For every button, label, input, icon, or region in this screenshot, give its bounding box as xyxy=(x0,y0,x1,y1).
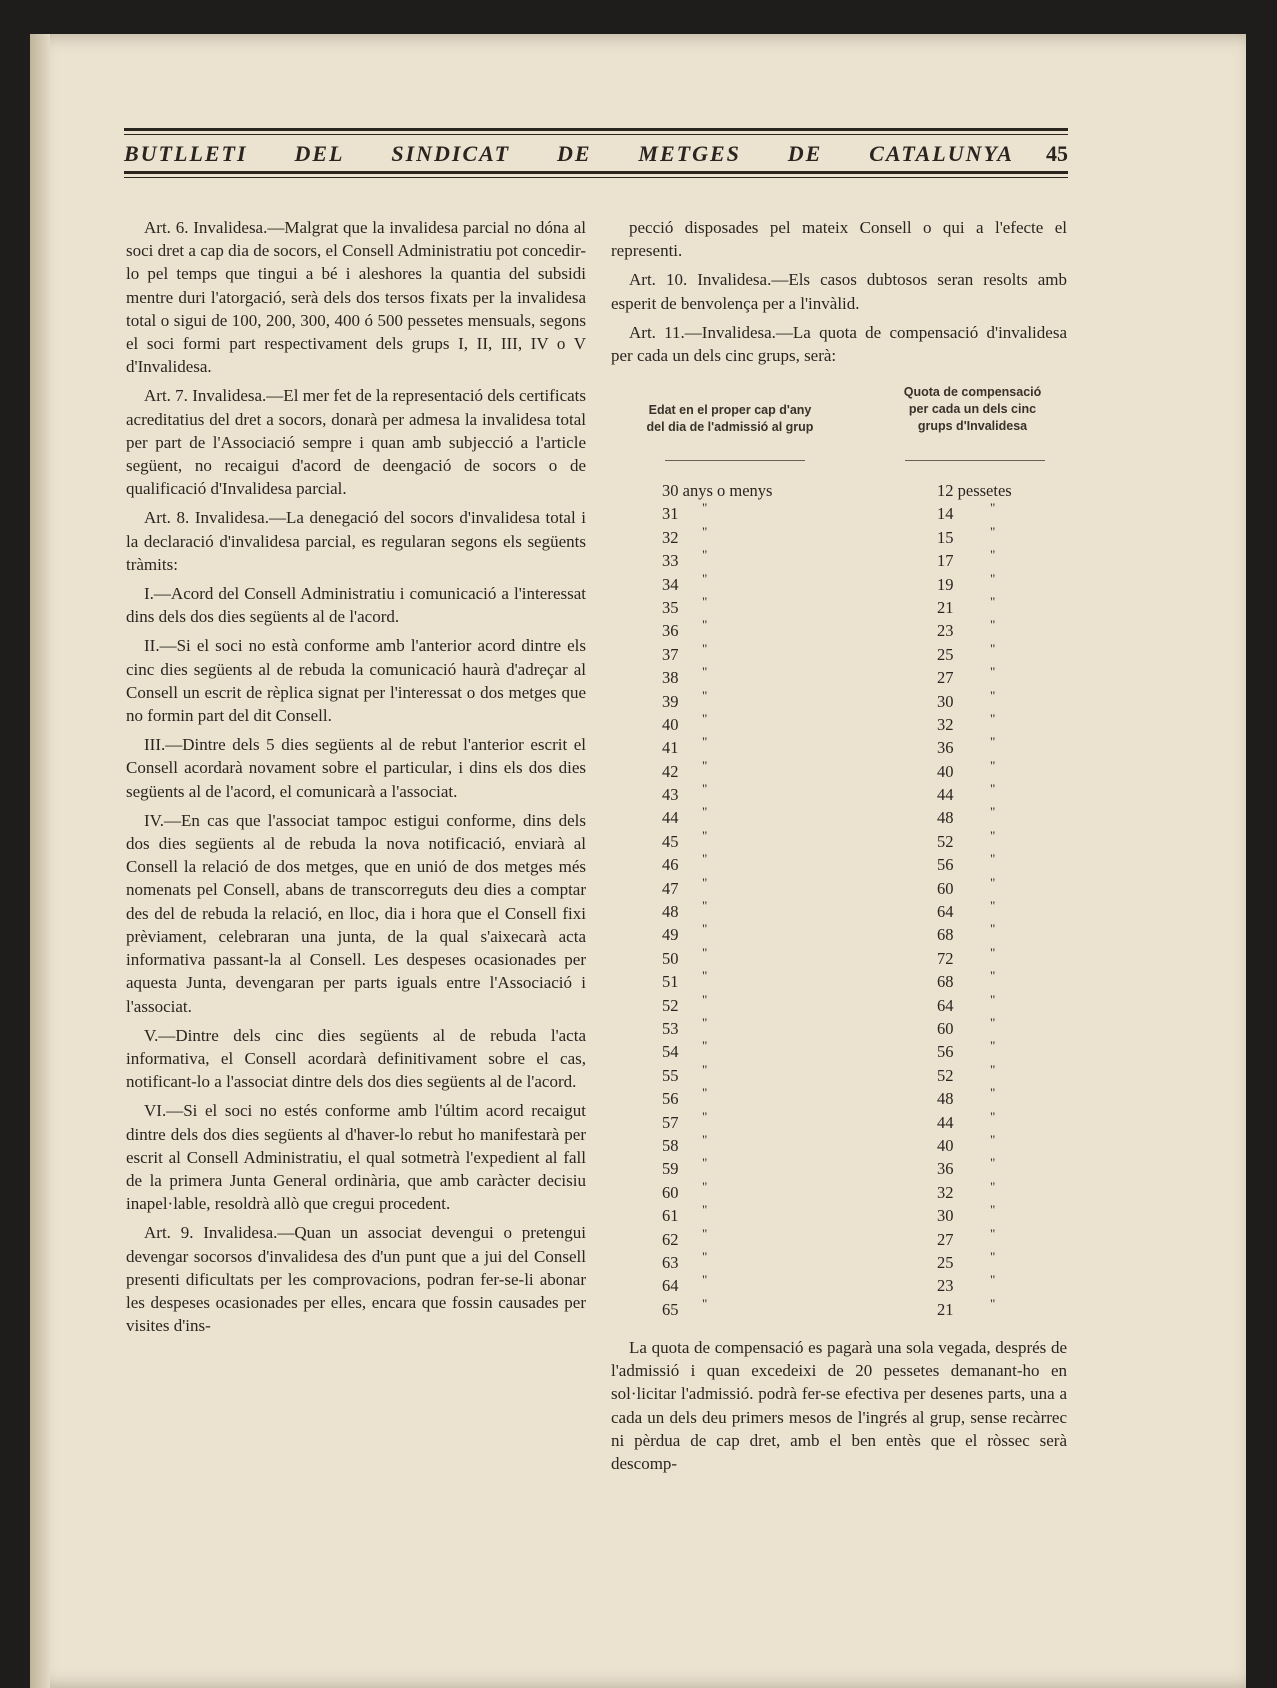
paragraph: La quota de compensació es pagarà una sola vegada, després de l'admissió i quan excedeixi de 20 pessetes demanant-ho en sol·licitar l'admissió. podrà fer-se efectiva per desenes parts, una a cada un dels deu primers mesos de l'ingrés al grup, sense recàrrec ni pèrdua de cap dret, amb el ben entès que el ròssec serà descomp- xyxy=(611,1338,1067,1474)
paragraph: Art. 11.—Invalidesa.—La quota de compensació d'invalidesa per cada un dels cinc grups, serà: xyxy=(611,322,1067,366)
ditto-mark: " xyxy=(702,1248,708,1264)
quota-cell: 12 pessetes xyxy=(937,481,1012,500)
ditto-mark: " xyxy=(702,851,708,867)
age-cell: 44 xyxy=(662,808,679,828)
table-row xyxy=(662,898,1062,925)
age-cell: 32 xyxy=(662,527,679,547)
quota-cell: 64 xyxy=(937,902,954,922)
table-row xyxy=(662,687,1062,715)
table-row xyxy=(662,1202,1062,1229)
age-cell: 55 xyxy=(662,1065,679,1085)
quota-cell: 48 xyxy=(937,1089,954,1109)
table-row xyxy=(662,481,1062,504)
ditto-mark: " xyxy=(702,1108,708,1124)
quota-cell: 21 xyxy=(937,1299,954,1319)
ditto-mark: " xyxy=(990,781,996,797)
ditto-mark: " xyxy=(702,570,708,586)
table-row xyxy=(662,664,1062,691)
table-row xyxy=(662,804,1062,831)
quota-cell: 32 xyxy=(937,1182,954,1202)
table-header xyxy=(640,384,1040,464)
ditto-mark: " xyxy=(990,1038,996,1054)
page-number: 45 xyxy=(1046,141,1068,166)
age-cell: 36 xyxy=(662,621,679,641)
journal-title xyxy=(124,141,1014,167)
ditto-mark: " xyxy=(702,1225,708,1241)
ditto-mark: " xyxy=(990,827,996,843)
ditto-mark: " xyxy=(990,547,996,563)
age-cell: 30 anys o menys xyxy=(662,481,773,500)
ditto-mark: " xyxy=(702,757,708,773)
ditto-mark: " xyxy=(702,898,708,914)
table-row xyxy=(662,944,1062,972)
age-cell: 35 xyxy=(662,597,679,617)
quota-cell: 68 xyxy=(937,972,954,992)
ditto-mark: " xyxy=(990,1155,996,1171)
ditto-mark: " xyxy=(990,500,996,516)
ditto-mark: " xyxy=(990,1248,996,1264)
paragraph: III.—Dintre dels 5 dies següents al de rebut l'anterior escrit el Consell acordarà novament sobre el particular, i dins els dos dies següents al de l'acord, el comunicarà a l'associat. xyxy=(126,735,586,801)
age-cell: 31 xyxy=(662,504,679,524)
quota-cell: 17 xyxy=(937,551,954,571)
right-text-column xyxy=(611,216,1067,373)
quota-table xyxy=(662,481,1062,1323)
ditto-mark: " xyxy=(702,921,708,937)
age-cell: 33 xyxy=(662,551,679,571)
age-cell: 39 xyxy=(662,691,679,711)
age-cell: 48 xyxy=(662,902,679,922)
header-word: DE xyxy=(787,141,823,166)
table-row xyxy=(662,547,1062,574)
quota-cell: 30 xyxy=(937,691,954,711)
ditto-mark: " xyxy=(702,547,708,563)
table-row xyxy=(662,874,1062,902)
age-cell: 46 xyxy=(662,855,679,875)
ditto-mark: " xyxy=(702,1295,708,1311)
paragraph: Art. 7. Invalidesa.—El mer fet de la representació dels certificats acreditatius del dret a socors, donarà per admesa la invalidesa total per part de l'Associació sempre i quan amb subjecció a l'article següent, no recaigui d'acord de deengació de socors o de qualificació d'Invalidesa parcial. xyxy=(126,386,586,499)
ditto-mark: " xyxy=(702,593,708,609)
quota-cell: 64 xyxy=(937,995,954,1015)
quota-cell: 23 xyxy=(937,621,954,641)
ditto-mark: " xyxy=(990,593,996,609)
quota-cell: 52 xyxy=(937,831,954,851)
ditto-mark: " xyxy=(702,874,708,890)
ditto-mark: " xyxy=(990,1061,996,1077)
running-header xyxy=(124,128,1068,178)
ditto-mark: " xyxy=(990,1085,996,1101)
ditto-mark: " xyxy=(702,1038,708,1054)
quota-cell: 60 xyxy=(937,1018,954,1038)
ditto-mark: " xyxy=(990,1131,996,1147)
quota-cell: 19 xyxy=(937,574,954,594)
quota-cell: 56 xyxy=(937,1042,954,1062)
ditto-mark: " xyxy=(702,968,708,984)
ditto-mark: " xyxy=(990,1272,996,1288)
table-row xyxy=(662,523,1062,551)
ditto-mark: " xyxy=(990,734,996,750)
age-cell: 54 xyxy=(662,1042,679,1062)
table-row xyxy=(662,1131,1062,1159)
table-row xyxy=(662,1295,1062,1323)
ditto-mark: " xyxy=(702,1014,708,1030)
header-rule-bottom-thin xyxy=(124,177,1068,178)
ditto-mark: " xyxy=(990,968,996,984)
ditto-mark: " xyxy=(702,710,708,726)
ditto-mark: " xyxy=(702,1061,708,1077)
quota-cell: 27 xyxy=(937,1229,954,1249)
table-row xyxy=(662,617,1062,644)
table-row xyxy=(662,710,1062,738)
table-row xyxy=(662,781,1062,808)
ditto-mark: " xyxy=(990,1178,996,1194)
table-row xyxy=(662,734,1062,761)
quota-cell: 32 xyxy=(937,714,954,734)
quota-cell: 60 xyxy=(937,878,954,898)
table-row xyxy=(662,1014,1062,1042)
ditto-mark: " xyxy=(990,898,996,914)
ditto-mark: " xyxy=(990,874,996,890)
header-word: DEL xyxy=(294,141,345,166)
ditto-mark: " xyxy=(702,734,708,750)
quota-cell: 52 xyxy=(937,1065,954,1085)
quota-cell: 44 xyxy=(937,1112,954,1132)
header-word: DE xyxy=(556,141,592,166)
ditto-mark: " xyxy=(702,781,708,797)
ditto-mark: " xyxy=(702,804,708,820)
table-row xyxy=(662,1272,1062,1299)
paragraph: II.—Si el soci no està conforme amb l'anterior acord dintre els cinc dies següents al de rebuda la comunicació haurà d'adreçar al Consell un escrit de rèplica signat per l'interessat o dos metges que no formin part del dit Consell. xyxy=(126,636,586,726)
ditto-mark: " xyxy=(702,640,708,656)
paragraph: VI.—Si el soci no estés conforme amb l'últim acord recaigut dintre dels dos dies següents al d'haver-lo rebut ho manifestarà per escrit al Consell Administratiu, el qual sotmetrà l'expedient al fall de la primera Junta General ordinària, que amb caràcter decisiu inapel·lable, resoldrà allò que cregui procedent. xyxy=(126,1101,586,1214)
quota-cell: 36 xyxy=(937,738,954,758)
age-cell: 47 xyxy=(662,878,679,898)
table-row xyxy=(662,570,1062,598)
ditto-mark: " xyxy=(702,1131,708,1147)
header-rule-bottom xyxy=(124,171,1068,174)
age-cell: 60 xyxy=(662,1182,679,1202)
header-word: BUTLLETI xyxy=(124,141,248,166)
ditto-mark: " xyxy=(990,1295,996,1311)
ditto-mark: " xyxy=(990,640,996,656)
quota-cell: 23 xyxy=(937,1276,954,1296)
quota-cell: 56 xyxy=(937,855,954,875)
age-cell: 61 xyxy=(662,1206,679,1226)
age-cell: 59 xyxy=(662,1159,679,1179)
ditto-mark: " xyxy=(702,1085,708,1101)
age-cell: 50 xyxy=(662,948,679,968)
quota-cell: 25 xyxy=(937,1252,954,1272)
table-row xyxy=(662,593,1062,621)
column-header-age: Edat en el proper cap d'any del dia de l'admissió al grup xyxy=(646,403,814,434)
ditto-mark: " xyxy=(990,1202,996,1218)
ditto-mark: " xyxy=(990,1225,996,1241)
paragraph: Art. 9. Invalidesa.—Quan un associat devengui o pretengui devengar socorsos d'invalidesa des d'un punt que a jui del Consell presenti dificultats per les comprovacions, podran fer-se-li abonar les despeses ocasionades per elles, encara que fossin causades per visites d'ins- xyxy=(126,1223,586,1336)
table-row xyxy=(662,921,1062,948)
age-cell: 40 xyxy=(662,714,679,734)
ditto-mark: " xyxy=(702,944,708,960)
ditto-mark: " xyxy=(702,1178,708,1194)
ditto-mark: " xyxy=(990,991,996,1007)
paragraph: V.—Dintre dels cinc dies següents al de rebuda l'acta informativa, el Consell acordarà definitivament sobre el cas, notificant-lo a l'associat dintre dels dos dies següents al de l'acord. xyxy=(126,1025,586,1092)
age-cell: 34 xyxy=(662,574,679,594)
left-text-column xyxy=(126,216,586,1343)
age-cell: 53 xyxy=(662,1018,679,1038)
ditto-mark: " xyxy=(990,617,996,633)
header-word: CATALUNYA xyxy=(869,141,1014,166)
header-rule-top xyxy=(124,128,1068,131)
table-row xyxy=(662,968,1062,995)
header-underline-age xyxy=(665,460,805,461)
age-cell: 62 xyxy=(662,1229,679,1249)
header-word: METGES xyxy=(638,141,741,166)
quota-cell: 30 xyxy=(937,1206,954,1226)
age-cell: 65 xyxy=(662,1299,679,1319)
table-row xyxy=(662,1061,1062,1089)
column-header-quota: Quota de compensació per cada un dels cinc grups d'Invalidesa xyxy=(903,385,1042,433)
age-cell: 64 xyxy=(662,1276,679,1296)
table-row xyxy=(662,640,1062,668)
age-cell: 56 xyxy=(662,1089,679,1109)
ditto-mark: " xyxy=(702,827,708,843)
quota-cell: 40 xyxy=(937,1135,954,1155)
ditto-mark: " xyxy=(990,804,996,820)
table-row xyxy=(662,1108,1062,1136)
quota-cell: 48 xyxy=(937,808,954,828)
table-row xyxy=(662,827,1062,855)
ditto-mark: " xyxy=(990,757,996,773)
age-cell: 58 xyxy=(662,1135,679,1155)
ditto-mark: " xyxy=(990,710,996,726)
ditto-mark: " xyxy=(702,523,708,539)
ditto-mark: " xyxy=(702,1272,708,1288)
table-row xyxy=(662,991,1062,1019)
quota-cell: 21 xyxy=(937,597,954,617)
paragraph: I.—Acord del Consell Administratiu i comunicació a l'interessat dins dels dos dies següents al de l'acord. xyxy=(126,584,586,627)
ditto-mark: " xyxy=(990,851,996,867)
age-cell: 43 xyxy=(662,785,679,805)
quota-cell: 14 xyxy=(937,504,954,524)
paragraph: Art. 8. Invalidesa.—La denegació del socors d'invalidesa total i la declaració d'invalidesa parcial, es regularan segons els següents tràmits: xyxy=(126,508,586,574)
ditto-mark: " xyxy=(702,664,708,680)
ditto-mark: " xyxy=(702,617,708,633)
ditto-mark: " xyxy=(990,570,996,586)
age-cell: 42 xyxy=(662,761,679,781)
table-row xyxy=(662,1085,1062,1112)
age-cell: 38 xyxy=(662,668,679,688)
table-row xyxy=(662,1178,1062,1206)
ditto-mark: " xyxy=(702,991,708,1007)
binding-gutter xyxy=(30,34,50,1688)
ditto-mark: " xyxy=(990,1108,996,1124)
ditto-mark: " xyxy=(990,944,996,960)
paragraph: pecció disposades pel mateix Consell o qui a l'efecte el representi. xyxy=(611,218,1067,261)
paragraph: IV.—En cas que l'associat tampoc estigui conforme, dins dels dos dies següents al de rebuda la nova notificació, enviarà al Consell la relació de dos metges, que en unió de dos metges més nomenats pel Consell, abans de transcorreguts deu dies a comptar des del de rebuda la relació, en lloc, dia i hora que el Consell fixi prèviament, celebraran una junta, de la qual s'aixecarà acta informativa passant-la al Consell. Les despeses ocasionades per aquesta Junta, devengaran per parts iguals entre l'Associació i l'associat. xyxy=(126,810,586,1016)
age-cell: 52 xyxy=(662,995,679,1015)
table-row xyxy=(662,1155,1062,1182)
age-cell: 41 xyxy=(662,738,679,758)
ditto-mark: " xyxy=(990,523,996,539)
ditto-mark: " xyxy=(990,921,996,937)
quota-cell: 27 xyxy=(937,668,954,688)
quota-cell: 15 xyxy=(937,527,954,547)
table-row xyxy=(662,1038,1062,1065)
paragraph: Art. 10. Invalidesa.—Els casos dubtosos seran resolts amb esperit de benvolença per a l'invàlid. xyxy=(611,270,1067,313)
ditto-mark: " xyxy=(990,687,996,703)
table-row xyxy=(662,757,1062,785)
age-cell: 37 xyxy=(662,644,679,664)
paragraph: Art. 6. Invalidesa.—Malgrat que la invalidesa parcial no dóna al soci dret a cap dia de socors, el Consell Administratiu pot concedir-lo pel temps que tingui a bé i aleshores la quantia del subsidi mentre duri l'atorgació, serà dels dos tersos fixats per la invalidesa total o sigui de 100, 200, 300, 400 ó 500 pessetes mensuals, segons el soci formi part respectivament dels grups I, II, III, IV o V d'Invalidesa. xyxy=(126,218,586,377)
age-cell: 51 xyxy=(662,972,679,992)
quota-cell: 36 xyxy=(937,1159,954,1179)
age-cell: 57 xyxy=(662,1112,679,1132)
closing-paragraph xyxy=(611,1336,1067,1475)
quota-cell: 72 xyxy=(937,948,954,968)
ditto-mark: " xyxy=(990,664,996,680)
ditto-mark: " xyxy=(702,1202,708,1218)
header-underline-quota xyxy=(905,460,1045,461)
ditto-mark: " xyxy=(990,1014,996,1030)
ditto-mark: " xyxy=(702,500,708,516)
quota-cell: 40 xyxy=(937,761,954,781)
ditto-mark: " xyxy=(702,687,708,703)
table-row xyxy=(662,851,1062,878)
ditto-mark: " xyxy=(702,1155,708,1171)
age-cell: 49 xyxy=(662,925,679,945)
table-row xyxy=(662,1225,1062,1253)
header-word: SINDICAT xyxy=(391,141,511,166)
age-cell: 63 xyxy=(662,1252,679,1272)
quota-cell: 25 xyxy=(937,644,954,664)
age-cell: 45 xyxy=(662,831,679,851)
quota-cell: 44 xyxy=(937,785,954,805)
table-row xyxy=(662,1248,1062,1276)
table-row xyxy=(662,500,1062,527)
quota-cell: 68 xyxy=(937,925,954,945)
